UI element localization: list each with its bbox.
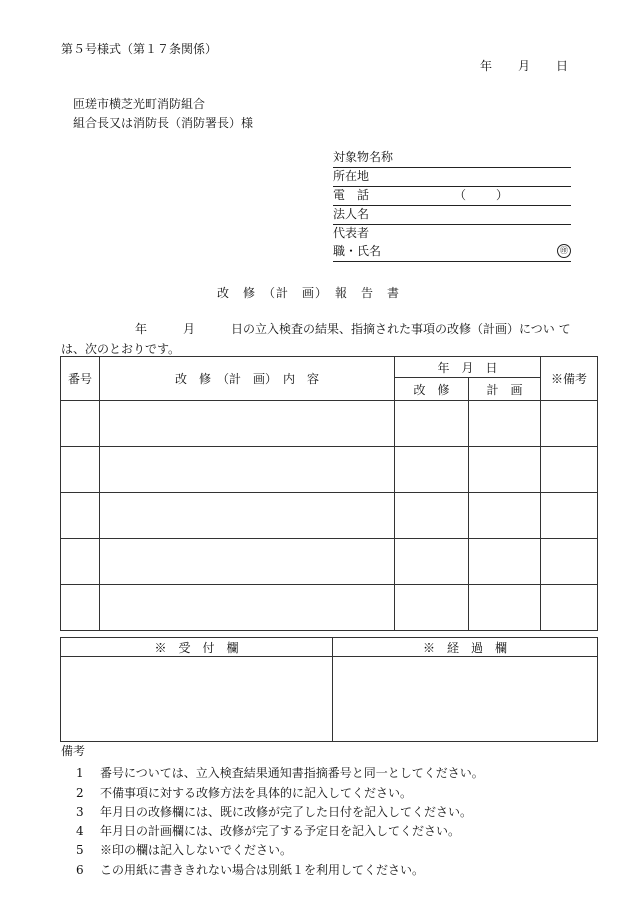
note-text: 番号については、立入検査結果通知書指摘番号と同一としてください。 — [100, 766, 484, 780]
cell-plan[interactable] — [469, 401, 541, 447]
cell-plan[interactable] — [469, 539, 541, 585]
intro-line-2: は、次のとおりです。 — [61, 342, 181, 356]
cell-remarks[interactable] — [541, 493, 598, 539]
table-row — [61, 539, 598, 585]
header-date-group: 年 月 日 — [395, 357, 541, 378]
header-remarks: ※備考 — [541, 357, 598, 401]
reception-header: ※ 受 付 欄 — [61, 638, 333, 657]
cell-content[interactable] — [100, 401, 395, 447]
repair-table — [60, 356, 598, 631]
table-row — [61, 585, 598, 631]
cell-content[interactable] — [100, 585, 395, 631]
cell-repair[interactable] — [395, 447, 469, 493]
corporation-label: 法人名 — [333, 207, 370, 221]
cell-remarks[interactable] — [541, 585, 598, 631]
note-number: 5 — [76, 843, 84, 857]
cell-repair[interactable] — [395, 493, 469, 539]
note-text: この用紙に書ききれない場合は別紙１を利用してください。 — [100, 863, 425, 877]
note-number: 4 — [76, 824, 84, 838]
representative-row — [333, 225, 571, 243]
cell-number[interactable] — [61, 585, 100, 631]
document-title: 改 修 （計 画） 報 告 書 — [217, 286, 401, 300]
date-month-label: 月 — [518, 59, 531, 73]
reception-box — [61, 657, 333, 742]
note-text: 年月日の改修欄には、既に改修が完了した日付を記入してください。 — [100, 805, 473, 819]
cell-plan[interactable] — [469, 447, 541, 493]
cell-remarks[interactable] — [541, 401, 598, 447]
note-item — [76, 861, 424, 878]
table-row — [61, 493, 598, 539]
cell-number[interactable] — [61, 401, 100, 447]
phone-label: 電 話 — [333, 188, 370, 202]
office-use-table — [60, 637, 598, 742]
cell-content[interactable] — [100, 447, 395, 493]
cell-plan[interactable] — [469, 493, 541, 539]
cell-repair[interactable] — [395, 401, 469, 447]
note-text: 年月日の計画欄には、改修が完了する予定日を記入してください。 — [100, 824, 461, 838]
header-number: 番号 — [61, 357, 100, 401]
date-year-label: 年 — [480, 59, 493, 73]
title-name-label: 職・氏名 — [333, 244, 382, 258]
cell-number[interactable] — [61, 447, 100, 493]
location-field[interactable] — [333, 168, 571, 187]
phone-paren-open: （ — [454, 188, 467, 202]
cell-remarks[interactable] — [541, 447, 598, 493]
notes-title: 備考 — [61, 744, 86, 758]
intro-line-1: 年 月 日の立入検査の結果、指摘された事項の改修（計画）につい て — [135, 322, 571, 336]
note-number: 2 — [76, 786, 84, 800]
table-row — [61, 401, 598, 447]
cell-content[interactable] — [100, 493, 395, 539]
location-label: 所在地 — [333, 169, 370, 183]
form-number: 第５号様式（第１７条関係） — [61, 42, 218, 56]
note-text: 不備事項に対する改修方法を具体的に記入してください。 — [100, 786, 413, 800]
note-text: ※印の欄は記入しないでください。 — [100, 843, 293, 857]
addressee-title: 組合長又は消防長（消防署長）様 — [73, 116, 254, 130]
cell-content[interactable] — [100, 539, 395, 585]
progress-header: ※ 経 過 欄 — [333, 638, 598, 657]
representative-label: 代表者 — [333, 226, 370, 240]
cell-repair[interactable] — [395, 585, 469, 631]
header-content: 改 修 （計 画） 内 容 — [100, 357, 395, 401]
cell-plan[interactable] — [469, 585, 541, 631]
cell-remarks[interactable] — [541, 539, 598, 585]
date-line — [480, 57, 568, 74]
phone-paren-close: ） — [496, 188, 509, 202]
addressee-organization: 匝瑳市横芝光町消防組合 — [73, 97, 206, 111]
progress-box — [333, 657, 598, 742]
note-item — [76, 764, 484, 781]
cell-repair[interactable] — [395, 539, 469, 585]
object-name-label: 対象物名称 — [333, 150, 394, 164]
header-plan: 計 画 — [469, 378, 541, 401]
note-item — [76, 822, 460, 839]
note-item — [76, 784, 412, 801]
cell-number[interactable] — [61, 539, 100, 585]
title-name-field[interactable] — [333, 243, 571, 262]
seal-mark: ㊞ — [557, 244, 571, 258]
object-name-field[interactable] — [333, 149, 571, 168]
date-day-label: 日 — [556, 59, 569, 73]
note-item — [76, 841, 292, 858]
cell-number[interactable] — [61, 493, 100, 539]
header-repair: 改 修 — [395, 378, 469, 401]
table-row — [61, 447, 598, 493]
note-number: 6 — [76, 863, 84, 877]
note-number: 1 — [76, 766, 84, 780]
note-item — [76, 803, 472, 820]
note-number: 3 — [76, 805, 84, 819]
applicant-block — [333, 149, 571, 262]
corporation-field[interactable] — [333, 206, 571, 225]
phone-field[interactable] — [333, 187, 571, 206]
